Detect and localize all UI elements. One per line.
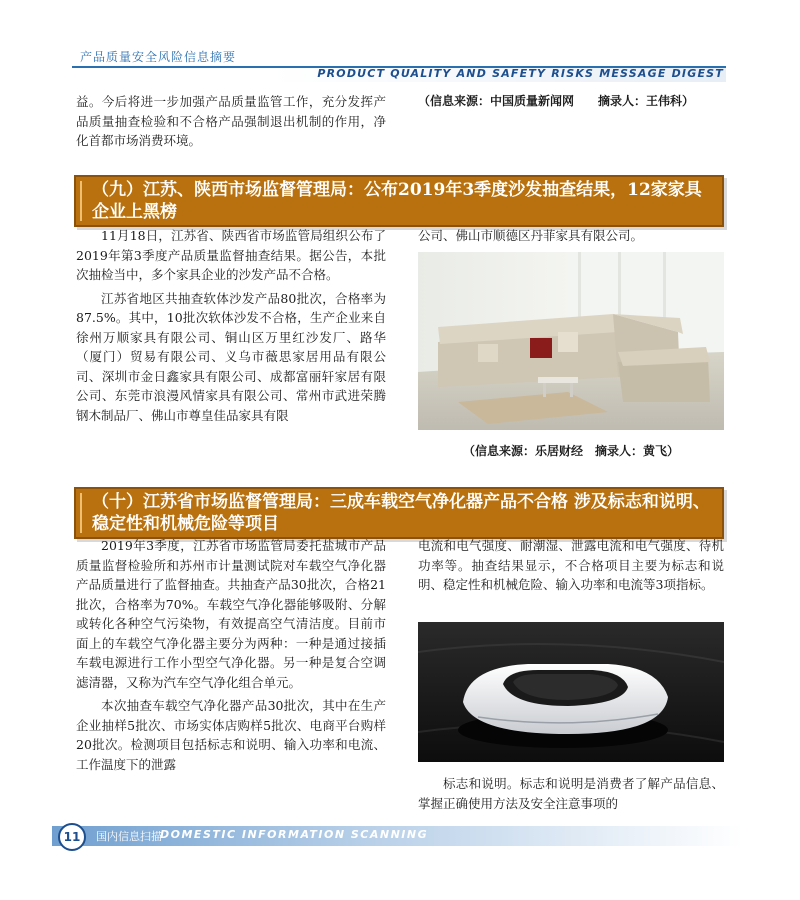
top-source-block	[418, 92, 724, 112]
section10-paragraph-2: 本次抽查车载空气净化器产品30批次，其中在生产企业抽样5批次、市场实体店购样5批次、电商平台购样20批次。检测项目包括标志和说明、输入功率和电流、工作温度下的泄露	[76, 698, 386, 772]
section9-title: （九）江苏、陕西市场监督管理局：公布2019年3季度沙发抽查结果，12家家具企业上黑榜	[74, 175, 724, 227]
footer-label-en: DOMESTIC INFORMATION SCANNING	[160, 828, 429, 841]
section10-right-paragraph-2: 标志和说明。标志和说明是消费者了解产品信息、掌握正确使用方法及安全注意事项的	[418, 776, 724, 811]
section10-right-column	[418, 536, 724, 595]
section10-left-column	[76, 536, 386, 774]
top-source: （信息来源：中国质量新闻网 摘录人：王伟科）	[418, 94, 695, 108]
page-number: 11	[58, 823, 86, 851]
header-title-cn: 产品质量安全风险信息摘要	[80, 50, 237, 64]
section9-right-paragraph: 公司、佛山市顺德区丹菲家具有限公司。	[418, 228, 644, 243]
section10-right-paragraph-1: 电流和电气强度、耐潮湿、泄露电流和电气强度、待机功率等。抽查结果显示，不合格项目主要为标志和说明、稳定性和机械危险、输入功率和电流等3项指标。	[418, 538, 724, 592]
section9-paragraph-1: 11月18日，江苏省、陕西省市场监管局组织公布了2019年第3季度产品质量监督抽查结果。据公告，本批次抽检当中，多个家具企业的沙发产品不合格。	[76, 228, 386, 282]
section10-title: （十）江苏省市场监督管理局：三成车载空气净化器产品不合格 涉及标志和说明、稳定性和机械危险等项目	[74, 487, 724, 539]
section9-right-column	[418, 226, 724, 246]
air-purifier-photo	[418, 622, 724, 762]
section9-source: （信息来源：乐居财经 摘录人：黄飞）	[462, 444, 679, 458]
section10-right-column-lower	[418, 774, 724, 813]
air-purifier-illustration	[418, 622, 724, 762]
footer-label-cn: 国内信息扫描	[96, 830, 162, 843]
sofa-photo	[418, 252, 724, 430]
top-left-paragraph: 益。今后将进一步加强产品质量监管工作，充分发挥产品质量抽查检验和不合格产品强制退出机制的作用，净化首都市场消费环境。	[76, 94, 386, 148]
header-title-en: PRODUCT QUALITY AND SAFETY RISKS MESSAGE DIGEST	[317, 67, 724, 80]
section9-left-column	[76, 226, 386, 425]
section10-paragraph-1: 2019年3季度，江苏省市场监管局委托盐城市产品质量监督检验所和苏州市计量测试院对车载空气净化器产品质量进行了监督抽查。共抽查产品30批次，合格21批次，合格率为70%。车载空气净化器能够吸附、分解或转化各种空气污染物，有效提高空气清洁度。目前市面上的车载空气净化器主要分为两种：一种是通过接插车载电源进行工作小型空气净化器。另一种是复合空调滤清器，又称为汽车空气净化组合单元。	[76, 538, 386, 690]
sofa-illustration	[418, 252, 724, 430]
section9-source-block	[418, 442, 724, 462]
section9-paragraph-2: 江苏省地区共抽查软体沙发产品80批次，合格率为87.5%。其中，10批次软体沙发不合格，生产企业来自徐州万顺家具有限公司、铜山区万里红沙发厂、路华（厦门）贸易有限公司、义乌市薇思家居用品有限公司、深圳市金日鑫家具有限公司、成都富丽轩家居有限公司、东莞市浪漫风情家具有限公司、常州市武进荣腾钢木制品厂、佛山市尊皇佳品家具有限	[76, 290, 386, 423]
top-continuation	[76, 92, 386, 151]
